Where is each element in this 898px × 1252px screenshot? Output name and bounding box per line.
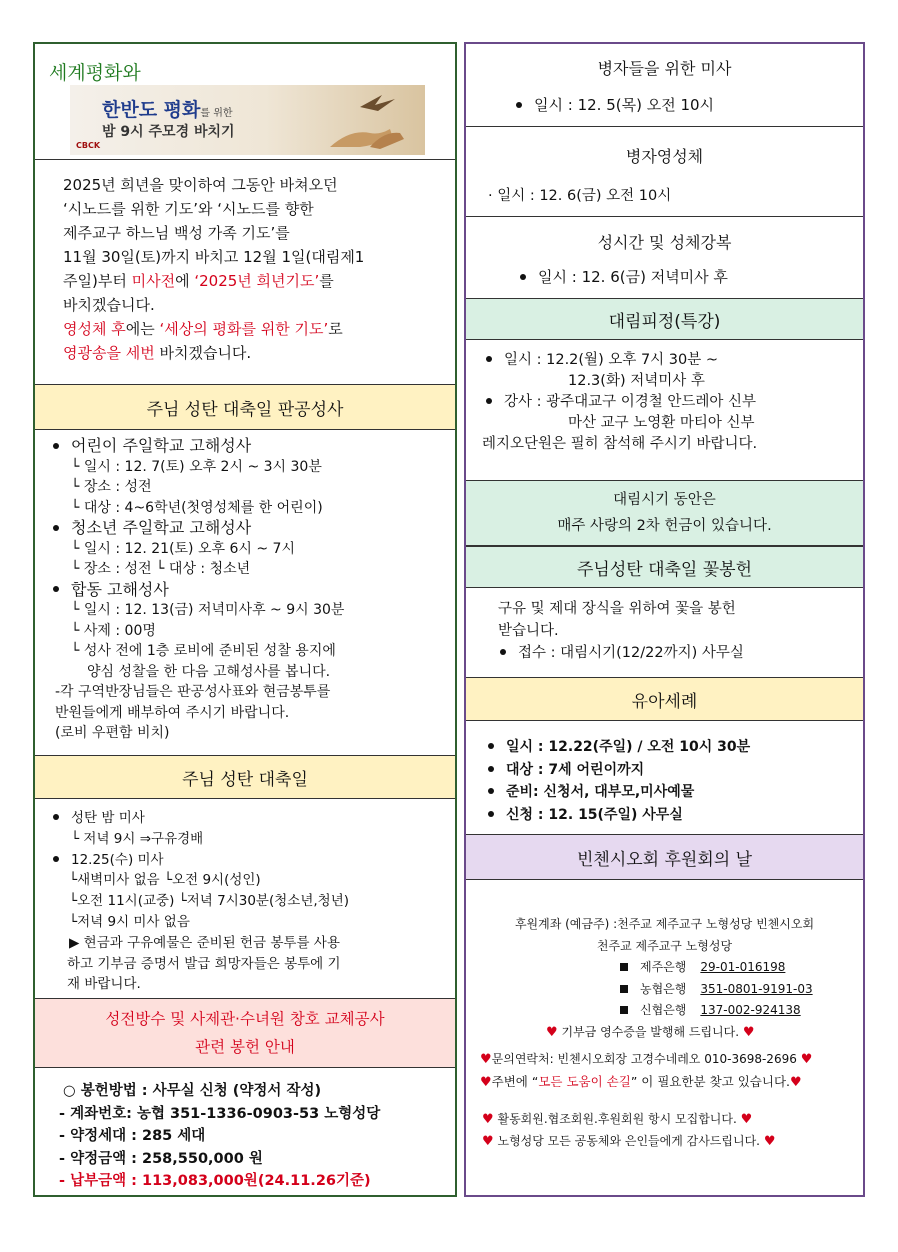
- eve-mass-time: └ 저녁 9시 ⇒구유경배: [71, 830, 204, 847]
- vincent-account-holder-2: 천주교 제주교구 노형성당: [596, 938, 733, 953]
- baptism-item-4-row: [466, 804, 863, 827]
- joint-confession-date: └ 일시 : 12. 13(금) 저녁미사후 ~ 9시 30분: [71, 602, 345, 618]
- help-b: 모든 도움이 손길: [538, 1073, 631, 1089]
- christmas-note-1: ▶ 현금과 구유예물은 준비된 헌금 봉투를 사용: [69, 934, 340, 951]
- heart-icon: ♥: [480, 1074, 492, 1090]
- vincent-bank-3: [466, 1000, 863, 1022]
- bank-2-name: 농협은행: [640, 981, 687, 996]
- baptism-prepare: 준비: 신청서, 대부모,미사예물: [506, 784, 695, 800]
- vincent-account-holder: 후원계좌 (예금주) :천주교 제주교구 노형성당 빈첸시오회: [514, 917, 815, 931]
- vincent-recruit: [466, 1109, 863, 1131]
- intro-5c: 에: [175, 272, 195, 290]
- confession-body: [35, 436, 455, 744]
- hands-dove-icon: [320, 89, 410, 149]
- intro-line-4: 11월 30일(토)까지 바치고 12월 1일(대림제1: [63, 248, 365, 266]
- bullet-icon: [53, 814, 59, 820]
- intro-7d: 로: [328, 320, 343, 338]
- baptism-target: 대상 : 7세 어린이까지: [506, 761, 645, 778]
- bullet-icon: [486, 356, 492, 362]
- heart-icon: ♥: [740, 1112, 753, 1127]
- baptism-item-2-row: [466, 759, 863, 782]
- kids-confession-title: 어린이 주일학교 고해성사: [71, 436, 252, 455]
- construction-method: ○ 봉헌방법 : 사무실 신청 (약정서 작성): [63, 1083, 322, 1099]
- day-mass-line-3: └저녁 9시 미사 없음: [69, 913, 190, 930]
- bullet-icon: [488, 743, 494, 749]
- christmas-body: [35, 808, 455, 995]
- baptism-body: [466, 736, 863, 826]
- right-column: [464, 42, 865, 1197]
- peace-intro-text: [35, 173, 455, 365]
- peace-banner-image: [70, 85, 425, 155]
- vincent-recruit-text: 활동회원.협조회원.후원회원 항시 모집합니다.: [497, 1112, 737, 1126]
- kids-confession-date: └ 일시 : 12. 7(토) 오후 2시 ~ 3시 30분: [71, 458, 322, 475]
- vincent-thanks-text: 노형성당 모든 공동체와 은인들에게 감사드립니다.: [497, 1133, 760, 1148]
- advent-retreat-body: [466, 350, 863, 455]
- construction-header-line-2: 관련 봉헌 안내: [195, 1038, 295, 1056]
- bullet-icon: [516, 102, 522, 108]
- youth-confession-date: └ 일시 : 12. 21(토) 오후 6시 ~ 7시: [71, 540, 295, 557]
- intro-line-5: [63, 269, 455, 293]
- bullet-icon: [488, 811, 494, 817]
- retreat-date-row: [466, 350, 863, 371]
- flowers-header: 주님성탄 대축일 꽃봉헌: [466, 546, 863, 588]
- youth-confession-place: └ 장소 : 성전 └ 대상 : 청소년: [71, 561, 251, 577]
- vincent-header: 빈첸시오회 후원회의 날: [466, 834, 863, 880]
- intro-5a: 주일)부터: [63, 272, 132, 290]
- vincent-receipt: [466, 1022, 863, 1044]
- confession-header: 주님 성탄 대축일 판공성사: [35, 384, 455, 430]
- retreat-lecturer-2: 마산 교구 노영환 마티아 신부: [568, 415, 755, 431]
- baptism-apply: 신청 : 12. 15(주일) 사무실: [506, 806, 683, 823]
- construction-pledged-amount: - 약정금액 : 258,550,000 원: [59, 1150, 263, 1167]
- heart-icon: ♥: [742, 1024, 755, 1040]
- vincent-body: [466, 914, 863, 1152]
- construction-paid-amount: - 납부금액 : 113,083,000원(24.11.26기준): [59, 1173, 371, 1189]
- youth-confession-title-row: [35, 518, 455, 539]
- left-column: [33, 42, 457, 1197]
- bullet-icon: [488, 788, 494, 794]
- kids-confession-target: └ 대상 : 4~6학년(첫영성체를 한 어린이): [71, 499, 323, 516]
- construction-header: [35, 998, 455, 1068]
- christmas-note-3: 재 바랍니다.: [67, 976, 141, 993]
- kids-confession-place: └ 장소 : 성전: [71, 479, 152, 495]
- bullet-icon: [486, 398, 492, 404]
- eve-mass-title: 성탄 밤 미사: [71, 810, 145, 826]
- bank-2-number: 351-0801-9191-03: [700, 981, 813, 996]
- second-collection-line-2: 매주 사랑의 2차 헌금이 있습니다.: [557, 518, 772, 534]
- peace-prayer-banner-section: [35, 44, 455, 159]
- flowers-item-row: [498, 642, 863, 664]
- retreat-lecturer-row: [466, 392, 863, 413]
- sick-mass-header: 병자들을 위한 미사: [597, 59, 732, 78]
- retreat-note: 레지오단원은 필히 참석해 주시기 바랍니다.: [482, 436, 758, 452]
- bullet-icon: [53, 856, 59, 862]
- square-bullet-icon: [620, 985, 628, 993]
- intro-8a: 영광송을 세번: [63, 344, 155, 362]
- intro-7c: ‘세상의 평화를 위한 기도’: [159, 320, 329, 338]
- christmas-header: 주님 성탄 대축일: [35, 755, 455, 799]
- bullet-icon: [488, 766, 494, 772]
- baptism-header: 유아세례: [466, 677, 863, 721]
- banner-main-2: 밤 9시 주모경 바치기: [102, 124, 235, 140]
- bullet-icon: [500, 649, 506, 655]
- bank-3-name: 신협은행: [640, 1003, 687, 1017]
- youth-confession-title: 청소년 주일학교 고해성사: [71, 518, 252, 537]
- day-mass-title: 12.25(수) 미사: [71, 851, 164, 868]
- heart-icon: ♥: [790, 1074, 802, 1090]
- banner-main-text: [102, 95, 233, 122]
- retreat-date-2: 12.3(화) 저녁미사 후: [568, 373, 705, 389]
- sick-communion-section: [466, 126, 863, 216]
- confession-note-1: -각 구역반장님들은 판공성사표와 현금봉투를: [55, 684, 331, 700]
- intro-7a: 영성체 후: [63, 320, 126, 338]
- bullet-icon: [53, 525, 59, 531]
- construction-header-line-1: 성전방수 및 사제관·수녀원 창호 교체공사: [105, 1010, 385, 1028]
- kids-confession-title-row: [35, 436, 455, 457]
- second-collection-banner: [466, 480, 863, 546]
- baptism-item-1-row: [466, 736, 863, 759]
- sick-mass-section: [466, 44, 863, 126]
- holy-hour-item-row: [520, 266, 728, 287]
- banner-main-1: 한반도 평화: [102, 99, 201, 121]
- vincent-thanks: [466, 1131, 863, 1153]
- day-mass-line-2: └오전 11시(교중) └저녁 7시30분(청소년,청년): [69, 893, 350, 910]
- bank-3-number: 137-002-924138: [700, 1003, 801, 1017]
- bullet-icon: [53, 586, 59, 592]
- day-mass-title-row: [35, 850, 455, 871]
- bullet-icon: [520, 274, 526, 280]
- heart-icon: ♥: [546, 1024, 558, 1040]
- heart-icon: ♥: [800, 1052, 813, 1067]
- square-bullet-icon: [620, 1006, 628, 1014]
- heart-icon: ♥: [482, 1133, 494, 1149]
- intro-line-1: 2025년 희년을 맞이하여 그동안 바쳐오던: [63, 176, 338, 194]
- intro-5b: 미사전: [131, 272, 176, 290]
- joint-confession-title-row: [35, 580, 455, 601]
- bullet-icon: [53, 443, 59, 449]
- heart-icon: ♥: [763, 1133, 776, 1149]
- joint-confession-note-1: └ 성사 전에 1층 로비에 준비된 성찰 용지에: [71, 643, 336, 659]
- vincent-contact: [466, 1049, 863, 1071]
- vincent-bank-2: [466, 979, 863, 1001]
- banner-small: 를 위한: [200, 108, 233, 119]
- confession-note-3: (로비 우편함 비치): [55, 725, 170, 741]
- construction-households: - 약정세대 : 285 세대: [59, 1128, 206, 1144]
- baptism-item-3-row: [466, 781, 863, 804]
- help-a: 주변에 “: [491, 1073, 539, 1089]
- christmas-note-2: 하고 기부금 증명서 발급 희망자들은 봉투에 기: [67, 955, 341, 972]
- joint-confession-priests: └ 사제 : 00명: [71, 622, 156, 639]
- flowers-line-2: 받습니다.: [498, 623, 559, 639]
- cbck-logo: CBCK: [76, 141, 101, 150]
- second-collection-line-1: 대림시기 동안은: [613, 492, 716, 508]
- intro-line-6: 바치겠습니다.: [63, 296, 155, 314]
- holy-hour-date: 일시 : 12. 6(금) 저녁미사 후: [538, 268, 728, 286]
- intro-5e: 를: [319, 272, 334, 290]
- vincent-help: [466, 1071, 863, 1094]
- intro-line-2: ‘시노드를 위한 기도’와 ‘시노드를 향한: [63, 200, 314, 218]
- square-bullet-icon: [620, 963, 628, 971]
- retreat-date-1: 일시 : 12.2(월) 오후 7시 30분 ~: [504, 352, 719, 368]
- intro-7b: 에는: [125, 320, 160, 338]
- holy-hour-header: 성시간 및 성체강복: [597, 233, 732, 252]
- retreat-lecturer-1: 강사 : 광주대교구 이경철 안드레아 신부: [504, 394, 757, 410]
- flowers-line-1: 구유 및 제대 장식을 위하여 꽃을 봉헌: [498, 601, 736, 617]
- joint-confession-title: 합동 고해성사: [71, 579, 169, 599]
- flowers-reception: 접수 : 대림시기(12/22까지) 사무실: [518, 645, 744, 661]
- joint-confession-note-2: 양심 성찰을 한 다음 고해성사를 봅니다.: [87, 663, 331, 680]
- intro-line-7: [63, 317, 455, 341]
- intro-line-8: [63, 341, 455, 365]
- bank-1-name: 제주은행: [640, 960, 687, 974]
- intro-line-3: 제주교구 하느님 백성 가족 기도’를: [63, 224, 290, 242]
- vincent-receipt-text: 기부금 영수증을 발행해 드립니다.: [561, 1024, 740, 1039]
- confession-note-2: 반원들에게 배부하여 주시기 바랍니다.: [55, 704, 290, 721]
- day-mass-line-1: └새벽미사 없음 └오전 9시(성인): [69, 872, 261, 889]
- help-c: ” 이 필요한분 찾고 있습니다.: [630, 1073, 790, 1089]
- vincent-contact-text: 문의연락처: 빈첸시오회장 고경수네레오 010-3698-2696: [491, 1052, 797, 1066]
- flowers-body: [466, 598, 863, 664]
- heart-icon: ♥: [482, 1112, 494, 1127]
- sick-mass-date: 일시 : 12. 5(목) 오전 10시: [534, 96, 715, 114]
- construction-account: - 계좌번호: 농협 351-1336-0903-53 노형성당: [59, 1105, 381, 1122]
- intro-8b: 바치겠습니다.: [154, 344, 252, 362]
- vincent-bank-1: [466, 957, 863, 979]
- baptism-date: 일시 : 12.22(주일) / 오전 10시 30분: [506, 739, 751, 755]
- heart-icon: ♥: [480, 1052, 492, 1067]
- peace-title: 세계평화와: [49, 62, 141, 84]
- construction-body: [35, 1080, 455, 1193]
- sick-mass-item-row: [516, 94, 714, 115]
- bank-1-number: 29-01-016198: [700, 960, 786, 974]
- advent-retreat-header: 대림피정(특강): [466, 298, 863, 340]
- holy-hour-section: [466, 216, 863, 298]
- sick-communion-header: 병자영성체: [625, 147, 704, 166]
- eve-mass-title-row: [35, 808, 455, 829]
- intro-5d: ‘2025년 희년기도’: [194, 272, 320, 290]
- sick-communion-date: · 일시 : 12. 6(금) 오전 10시: [488, 188, 672, 204]
